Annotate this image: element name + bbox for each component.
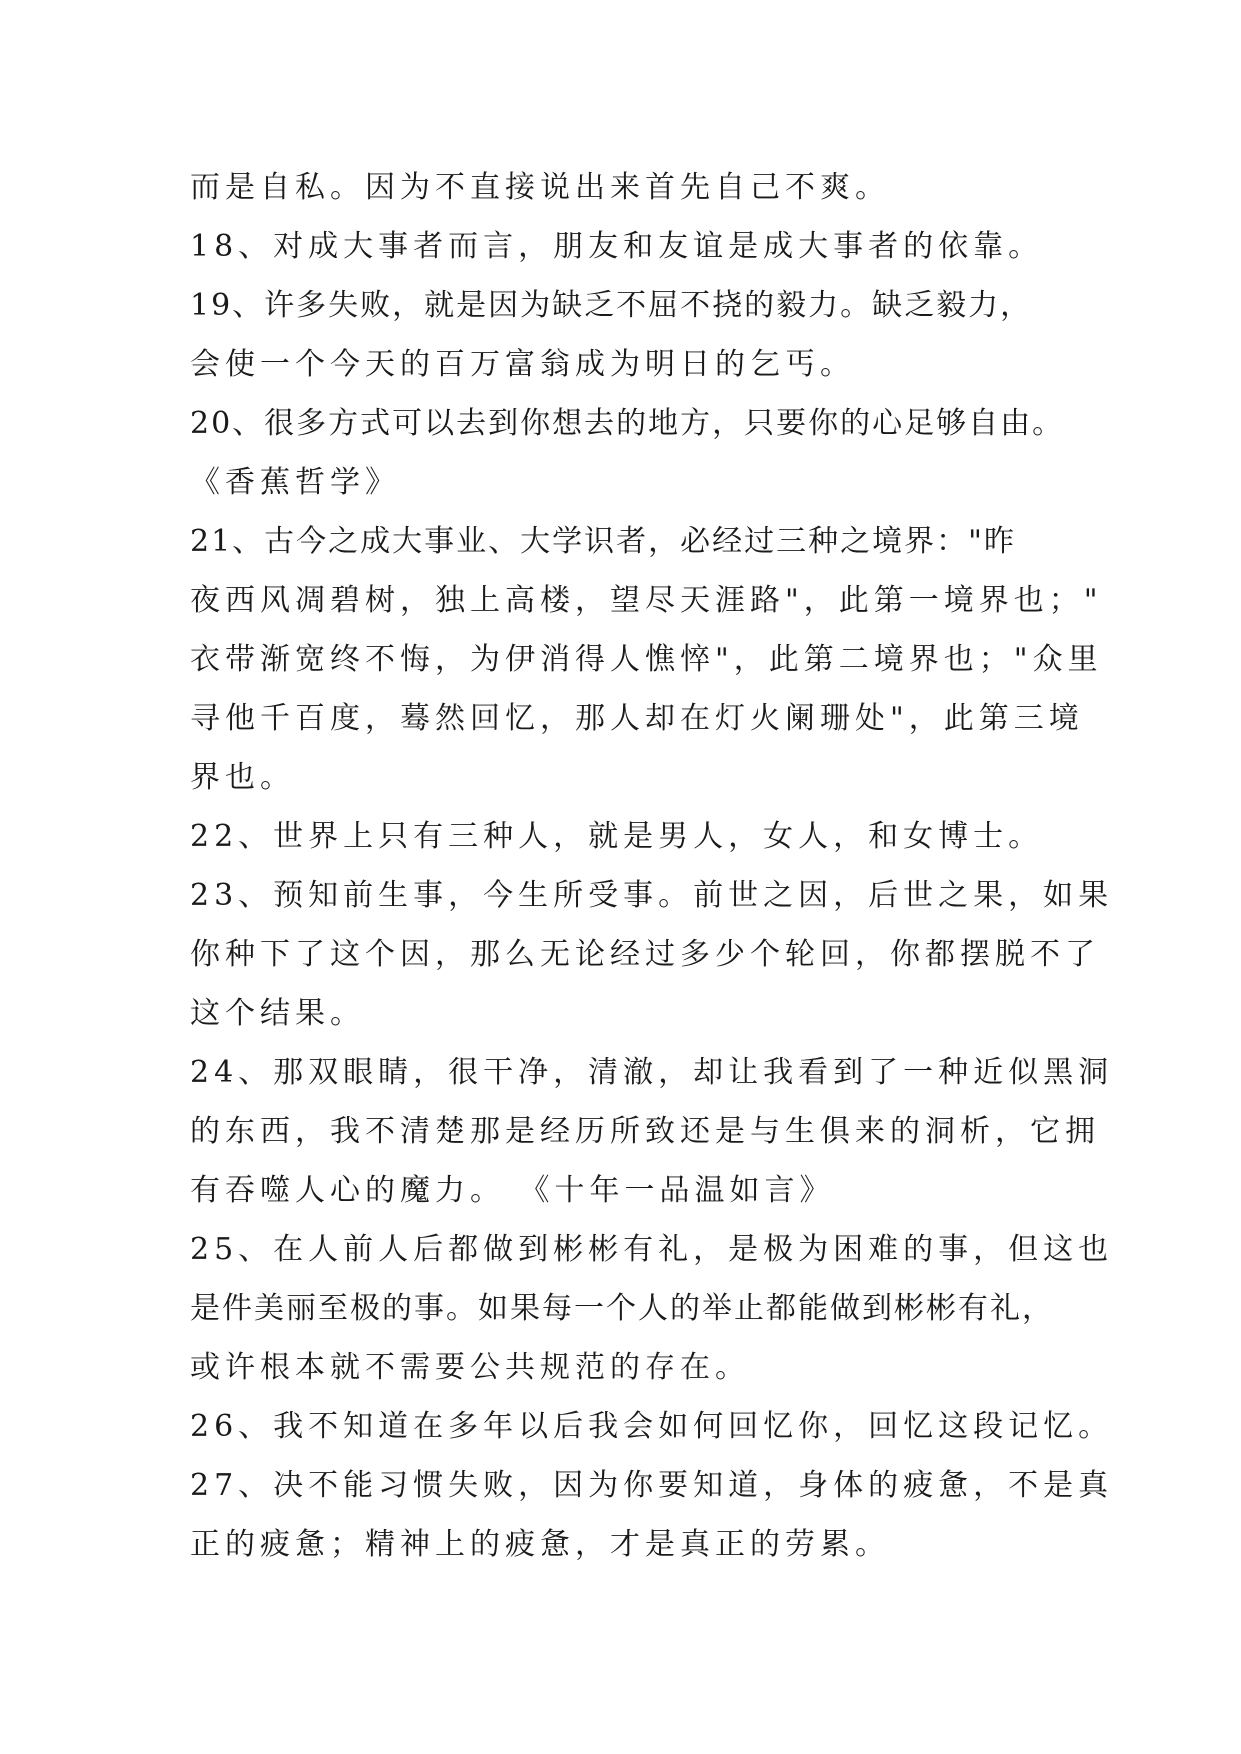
document-body bbox=[190, 158, 1114, 1574]
text-line: 20、很多方式可以去到你想去的地方，只要你的心足够自由。 bbox=[190, 406, 1065, 441]
text-line: 是件美丽至极的事。如果每一个人的举止都能做到彬彬有礼， bbox=[190, 1291, 1054, 1326]
text-line: 22、世界上只有三种人，就是男人，女人，和女博士。 bbox=[190, 819, 1044, 854]
text-line: 21、古今之成大事业、大学识者，必经过三种之境界："昨 bbox=[190, 524, 1016, 559]
text-line: 你种下了这个因，那么无论经过多少个轮回，你都摆脱不了 bbox=[190, 937, 1100, 972]
text-line: 《香蕉哲学》 bbox=[190, 465, 400, 500]
text-line: 或许根本就不需要公共规范的存在。 bbox=[190, 1350, 750, 1385]
text-line: 的东西，我不清楚那是经历所致还是与生俱来的洞析，它拥 bbox=[190, 1114, 1100, 1149]
text-line: 27、决不能习惯失败，因为你要知道，身体的疲惫，不是真 bbox=[190, 1468, 1114, 1503]
text-line: 有吞噬人心的魔力。 《十年一品温如言》 bbox=[190, 1173, 835, 1208]
text-line: 23、预知前生事，今生所受事。前世之因，后世之果，如果 bbox=[190, 878, 1114, 913]
text-line: 26、我不知道在多年以后我会如何回忆你，回忆这段记忆。 bbox=[190, 1409, 1114, 1444]
text-line: 而是自私。因为不直接说出来首先自己不爽。 bbox=[190, 170, 890, 205]
text-line: 会使一个今天的百万富翁成为明日的乞丐。 bbox=[190, 347, 855, 382]
text-line: 寻他千百度，蓦然回忆，那人却在灯火阑珊处"，此第三境 bbox=[190, 701, 1084, 736]
text-line: 19、许多失败，就是因为缺乏不屈不挠的毅力。缺乏毅力， bbox=[190, 288, 1033, 323]
text-line: 衣带渐宽终不悔，为伊消得人憔悴"，此第二境界也；"众里 bbox=[190, 642, 1103, 677]
text-line: 24、那双眼睛，很干净，清澈，却让我看到了一种近似黑洞 bbox=[190, 1055, 1114, 1090]
text-line: 18、对成大事者而言，朋友和友谊是成大事者的依靠。 bbox=[190, 229, 1044, 264]
text-line: 夜西风凋碧树，独上高楼，望尽天涯路"，此第一境界也；" bbox=[190, 583, 1103, 618]
text-line: 25、在人前人后都做到彬彬有礼，是极为困难的事，但这也 bbox=[190, 1232, 1114, 1267]
text-line: 正的疲惫；精神上的疲惫，才是真正的劳累。 bbox=[190, 1527, 890, 1562]
text-line: 这个结果。 bbox=[190, 996, 365, 1031]
text-line: 界也。 bbox=[190, 760, 295, 795]
